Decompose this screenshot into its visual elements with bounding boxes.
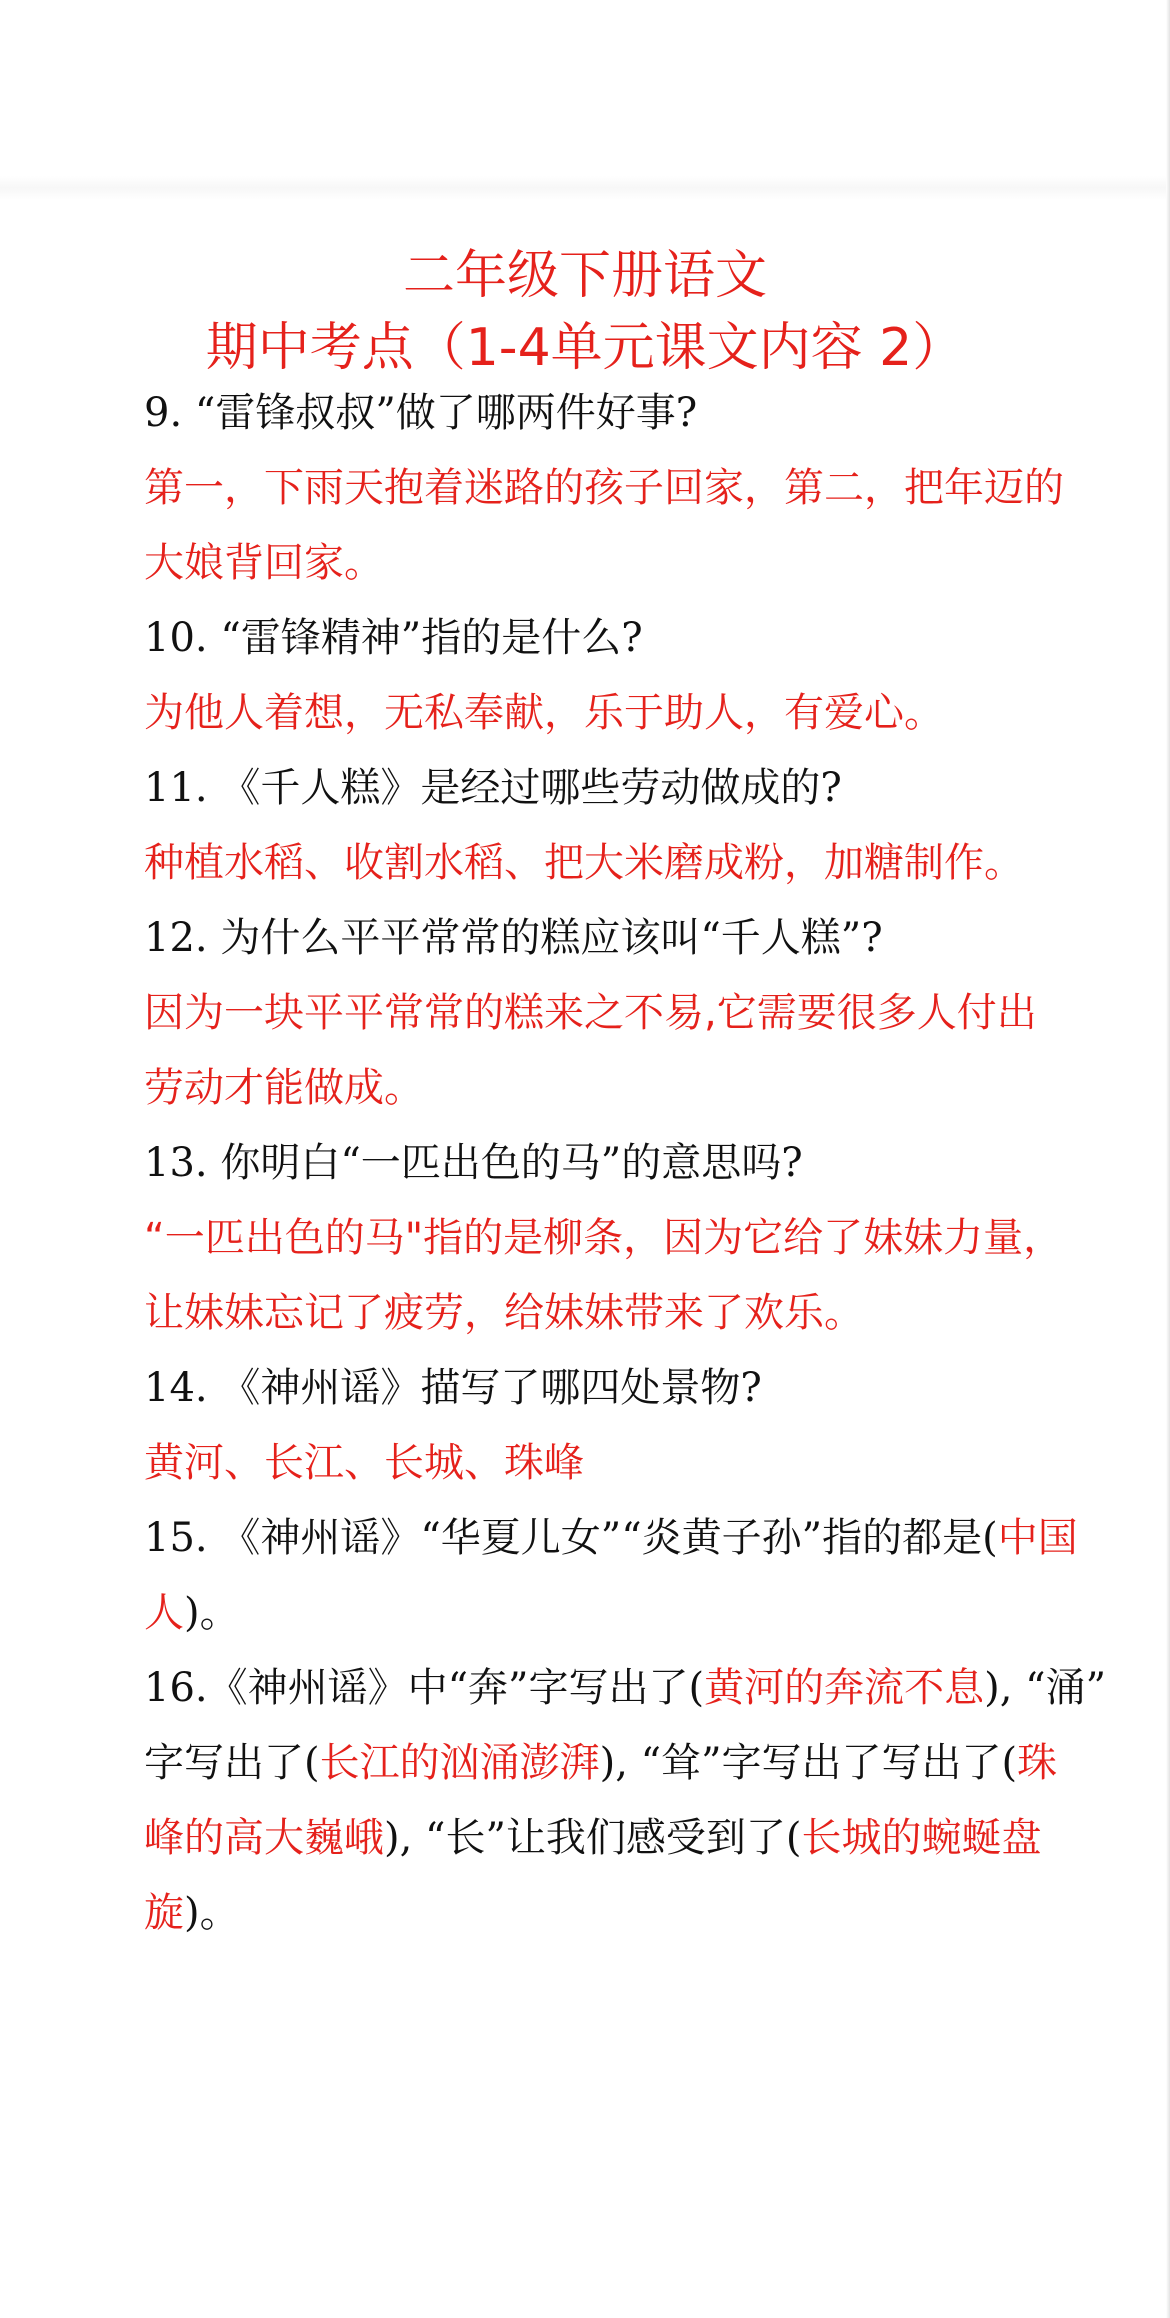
- answer-12-line-1: 因为一块平平常常的糕来之不易,它需要很多人付出: [144, 990, 1037, 1036]
- answer-9-line-2: 大娘背回家。: [144, 540, 384, 586]
- question-13: 13. 你明白“一匹出色的马”的意思吗?: [144, 1140, 803, 1186]
- answer-9-line-1: 第一，下雨天抱着迷路的孩子回家，第二，把年迈的: [144, 465, 1064, 511]
- answer-10: 为他人着想，无私奉献，乐于助人，有爱心。: [144, 690, 944, 736]
- question-16-line-4: [144, 1888, 1104, 1938]
- page-title: 二年级下册语文: [402, 246, 767, 306]
- question-11: 11. 《千人糕》是经过哪些劳动做成的?: [144, 765, 842, 811]
- question-16-close: )。: [184, 1890, 240, 1936]
- question-16-line-1: [144, 1663, 1107, 1713]
- question-15-line-2: [144, 1588, 1104, 1638]
- answer-14: 黄河、长江、长城、珠峰: [144, 1440, 584, 1486]
- question-16-line-3: [144, 1813, 1104, 1863]
- answer-13-line-1: “一匹出色的马"指的是柳条，因为它给了妹妹力量，: [144, 1215, 1064, 1261]
- question-14: 14. 《神州谣》描写了哪四处景物?: [144, 1365, 762, 1411]
- question-16-line-2: [144, 1738, 1104, 1788]
- question-16-text-4: ), “耸”字写出了写出了(: [599, 1740, 1018, 1786]
- answer-16-changcheng-part-2: 旋: [144, 1890, 184, 1936]
- question-16-text-1: 16.《神州谣》中“奔”字写出了(: [144, 1665, 705, 1711]
- answer-12-line-2: 劳动才能做成。: [144, 1065, 424, 1111]
- question-16-text-2: ), “涌”: [984, 1665, 1107, 1711]
- question-10: 10. “雷锋精神”指的是什么?: [144, 615, 643, 661]
- answer-15-part-1: 中国: [997, 1515, 1078, 1561]
- question-16-text-3: 字写出了(: [144, 1740, 320, 1786]
- question-16-text-5: ), “长”让我们感受到了(: [384, 1815, 802, 1861]
- answer-16-zhufeng-part-2: 峰的高大巍峨: [144, 1815, 384, 1861]
- question-15-close: )。: [184, 1590, 240, 1636]
- answer-16-zhufeng-part-1: 珠: [1017, 1740, 1058, 1786]
- question-15-line-1: [144, 1513, 1104, 1563]
- answer-15-part-2: 人: [144, 1590, 184, 1636]
- page-subtitle: 期中考点（1-4单元课文内容 2）: [205, 318, 965, 378]
- blank-header-area: [0, 0, 1166, 200]
- question-9: 9. “雷锋叔叔”做了哪两件好事?: [144, 390, 698, 436]
- answer-16-changjiang: 长江的汹涌澎湃: [319, 1740, 600, 1786]
- answer-13-line-2: 让妹妹忘记了疲劳，给妹妹带来了欢乐。: [144, 1290, 864, 1336]
- answer-16-changcheng-part-1: 长城的蜿蜒盘: [801, 1815, 1042, 1861]
- answer-11: 种植水稻、收割水稻、把大米磨成粉，加糖制作。: [144, 840, 1024, 886]
- question-15-text: 15. 《神州谣》“华夏儿女”“炎黄子孙”指的都是(: [144, 1515, 998, 1561]
- answer-16-huanghe: 黄河的奔流不息: [704, 1665, 985, 1711]
- question-12: 12. 为什么平平常常的糕应该叫“千人糕”?: [144, 915, 883, 961]
